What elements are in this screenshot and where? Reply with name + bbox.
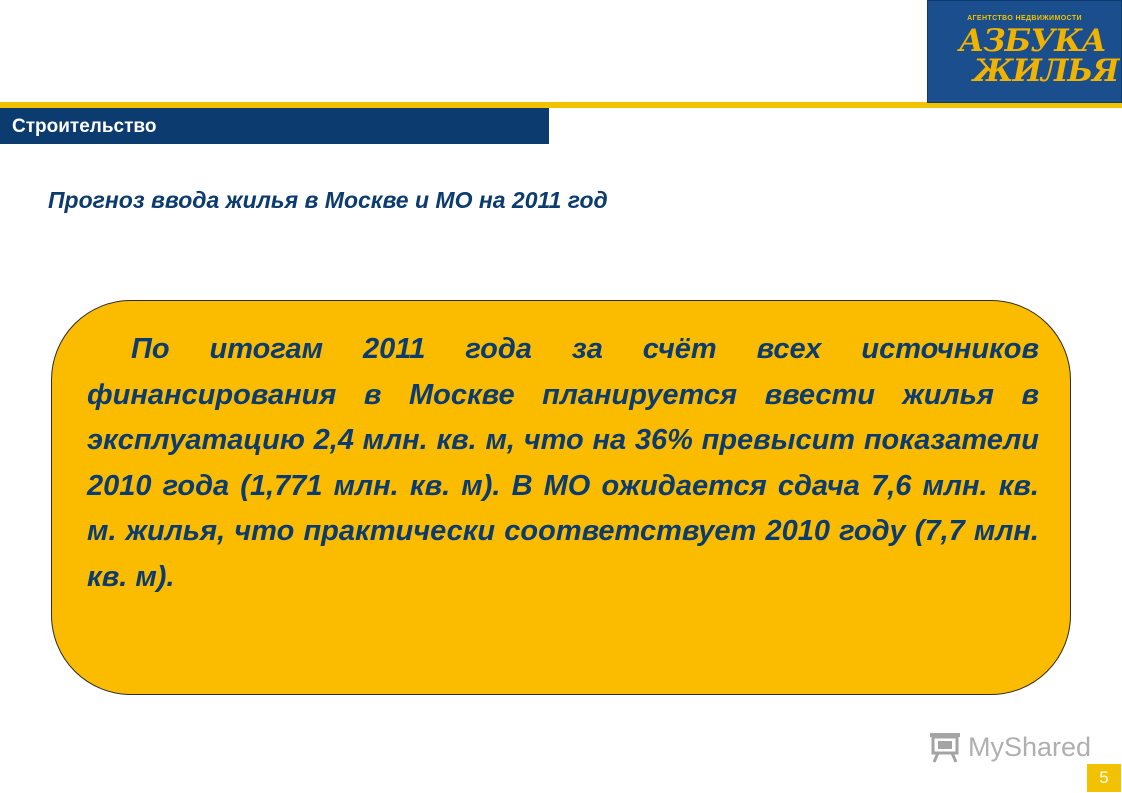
logo-word-top: АЗБУКА (959, 23, 1106, 59)
summary-text: По итогам 2011 года за счёт всех источников финансирования в Москве планируется ввести жилья в эксплуатацию 2,4 млн. кв. м, что на 36% превысит показатели 2010 года (1,771 млн. кв. м). В МО ожидается сдача 7,6 млн. кв. м. жилья, что практически соответствует 2010 году (7,7 млн. кв. м). (87, 333, 1039, 593)
presentation-board-icon (928, 731, 962, 763)
logo-word-bottom: ЖИЛЬЯ (973, 53, 1119, 89)
company-logo (927, 0, 1122, 103)
page-number: 5 (1099, 768, 1109, 787)
section-label: Строительство (12, 116, 157, 137)
section-header-bar (0, 108, 549, 144)
logo-tagline: АГЕНТСТВО НЕДВИЖИМОСТИ (967, 15, 1082, 22)
slide-title: Прогноз ввода жилья в Москве и МО на 2011 год (48, 187, 608, 213)
page-number-badge (1087, 764, 1121, 792)
summary-callout (51, 300, 1071, 695)
watermark-text: MyShared (968, 732, 1092, 762)
watermark (928, 730, 1091, 764)
